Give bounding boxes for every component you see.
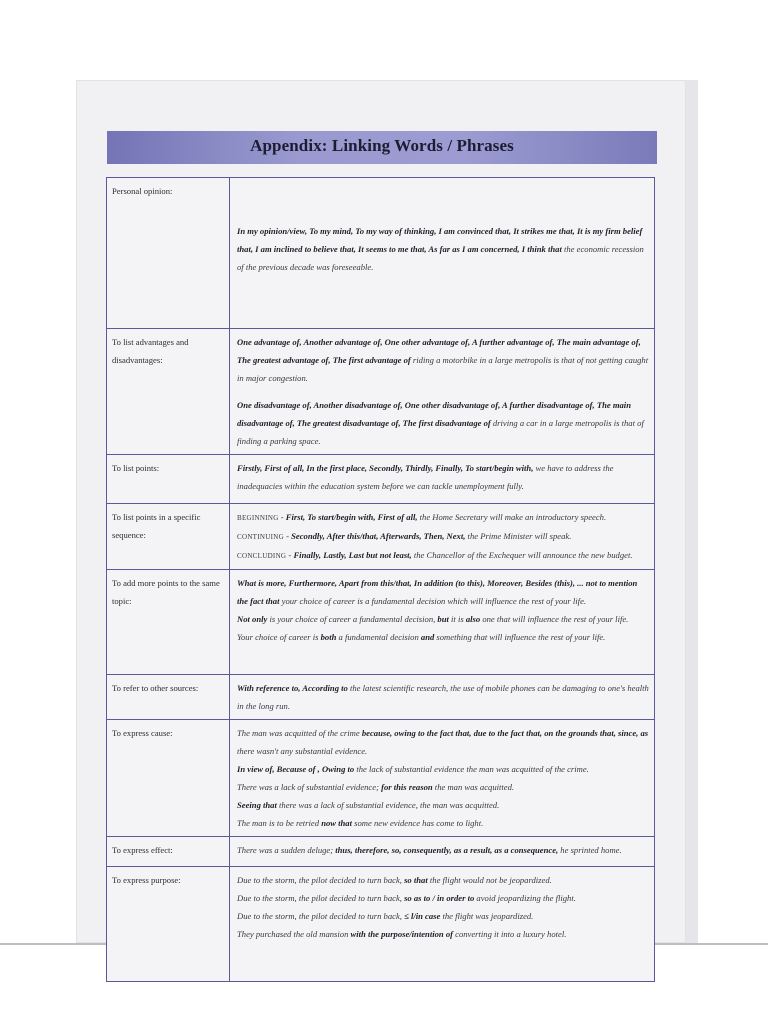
example-text: - xyxy=(278,512,286,522)
linking-phrase: thus, therefore, so, consequently, as a result, as a consequence, xyxy=(335,845,559,855)
linking-phrase: both xyxy=(320,632,337,642)
example-text: The man was acquitted of the crime xyxy=(237,728,362,738)
content-paragraph xyxy=(237,871,650,889)
row-label: To list points: xyxy=(107,455,230,504)
example-text: the Home Secretary will make an introductory speech. xyxy=(417,512,607,522)
example-text: There was a lack of substantial evidence; xyxy=(237,782,382,792)
content-paragraph xyxy=(237,796,650,814)
content-paragraph xyxy=(237,907,650,925)
table-row-list-points xyxy=(107,455,655,504)
linking-phrase: with the purpose/intention of xyxy=(350,929,453,939)
row-content xyxy=(230,837,655,867)
example-text: it is xyxy=(448,614,466,624)
example-text: we have to address the inadequacies within the education system before we can tackle unemployment fully. xyxy=(237,463,614,491)
sequence-tag: BEGINNING xyxy=(237,514,279,522)
example-text: - xyxy=(286,550,294,560)
linking-phrase: With reference to, According to xyxy=(237,683,348,693)
table-row-cause xyxy=(107,720,655,837)
example-text: the flight was jeopardized. xyxy=(440,911,534,921)
content-paragraph xyxy=(237,679,650,715)
linking-phrase: because, owing to the fact that, due to the fact that, on the grounds that, since, as xyxy=(361,728,649,738)
row-label: To list points in a specific sequence: xyxy=(107,504,230,570)
example-text: riding a motorbike in a large metropolis is that of not getting caught in major congestion. xyxy=(237,355,649,383)
linking-phrase: Seeing that xyxy=(237,800,277,810)
example-text: They purchased the old mansion xyxy=(237,929,351,939)
example-text: something that will influence the rest of your life. xyxy=(434,632,606,642)
content-paragraph xyxy=(237,574,650,610)
example-text: some new evidence has come to light. xyxy=(352,818,484,828)
row-label: To add more points to the same topic: xyxy=(107,570,230,675)
linking-phrase: Secondly, After this/that, Afterwards, Then, Next, xyxy=(291,531,466,541)
page-binding-strip xyxy=(686,80,698,943)
example-text: the economic recession of the previous decade was foreseeable. xyxy=(237,244,644,272)
table-row-refer-sources xyxy=(107,675,655,720)
row-content xyxy=(230,675,655,720)
example-text: There was a sudden deluge; xyxy=(237,845,336,855)
row-label: To list advantages and disadvantages: xyxy=(107,329,230,455)
row-content xyxy=(230,504,655,570)
title-banner xyxy=(107,131,657,164)
content-paragraph xyxy=(237,814,650,832)
row-content xyxy=(230,329,655,455)
row-content xyxy=(230,867,655,982)
content-paragraph xyxy=(237,222,650,276)
example-text: the flight would not be jeopardized. xyxy=(427,875,552,885)
example-text: the Prime Minister will speak. xyxy=(465,531,572,541)
content-paragraph xyxy=(237,778,650,796)
example-text: the latest scientific research, the use of mobile phones can be damaging to one's health in the long run. xyxy=(237,683,649,711)
example-text: one that will influence the rest of your life. xyxy=(480,614,629,624)
row-label: To express cause: xyxy=(107,720,230,837)
linking-words-table xyxy=(106,177,655,982)
content-paragraph xyxy=(237,724,650,760)
linking-phrase: for this reason xyxy=(381,782,433,792)
example-text: The man is to be retried xyxy=(237,818,322,828)
linking-phrase: What is more, Furthermore, Apart from this/that, In addition (to this), Moreover, Besides (this), ... not to mention the fact that xyxy=(237,578,638,606)
linking-phrase: and xyxy=(420,632,435,642)
example-text: the lack of substantial evidence the man was acquitted of the crime. xyxy=(354,764,589,774)
example-text: your choice of career is a fundamental decision which will influence the rest of your life. xyxy=(279,596,587,606)
linking-phrase: One disadvantage of, Another disadvantage of, One other disadvantage of, A further disadvantage of, The main disadvantage of, The greatest disadvantage of, The first disadvantage of xyxy=(237,400,631,428)
example-text: converting it into a luxury hotel. xyxy=(452,929,567,939)
row-content xyxy=(230,178,655,329)
example-text: the man was acquitted. xyxy=(432,782,515,792)
example-text: driving a car in a large metropolis is that of finding a parking space. xyxy=(237,418,644,446)
linking-phrase: First, To start/begin with, First of all, xyxy=(285,512,418,522)
row-content xyxy=(230,455,655,504)
content-paragraph xyxy=(237,333,650,387)
linking-phrase: In my opinion/view, To my mind, To my way of thinking, I am convinced that, It strikes me that, It is my firm belief that, I am inclined to believe that, It seems to me that, As far as I am concerned, I think that xyxy=(237,226,643,254)
content-paragraph xyxy=(237,396,650,450)
linking-phrase: but xyxy=(437,614,449,624)
content-paragraph xyxy=(237,546,650,565)
table-row-advantages xyxy=(107,329,655,455)
example-text: there wasn't any substantial evidence. xyxy=(237,746,368,756)
row-label: To refer to other sources: xyxy=(107,675,230,720)
linking-phrase: so as to / in order to xyxy=(404,893,475,903)
linking-phrase: One advantage of, Another advantage of, One other advantage of, A further advantage of, The main advantage of, The greatest advantage of, The first advantage of xyxy=(237,337,641,365)
example-text: - xyxy=(283,531,292,541)
example-text: Due to the storm, the pilot decided to turn back, xyxy=(237,893,405,903)
row-label: To express purpose: xyxy=(107,867,230,982)
row-content xyxy=(230,570,655,675)
sequence-tag: CONCLUDING xyxy=(237,552,287,560)
example-text: Your choice of career is xyxy=(237,632,321,642)
content-paragraph xyxy=(237,760,650,778)
example-text: is your choice of career a fundamental decision, xyxy=(267,614,438,624)
content-paragraph xyxy=(237,628,650,646)
linking-phrase: Firstly, First of all, In the first place, Secondly, Thirdly, Finally, To start/begin with, xyxy=(237,463,534,473)
example-text: a fundamental decision xyxy=(336,632,421,642)
content-paragraph xyxy=(237,925,650,943)
example-text: Due to the storm, the pilot decided to turn back, xyxy=(237,911,405,921)
table-row-sequence xyxy=(107,504,655,570)
linking-phrase: ≤ l/in case xyxy=(404,911,441,921)
row-content xyxy=(230,720,655,837)
linking-phrase: Finally, Lastly, Last but not least, xyxy=(293,550,412,560)
page-title: Appendix: Linking Words / Phrases xyxy=(250,136,514,155)
example-text: Due to the storm, the pilot decided to turn back, xyxy=(237,875,405,885)
row-label: Personal opinion: xyxy=(107,178,230,329)
table-row-purpose xyxy=(107,867,655,982)
example-text: he sprinted home. xyxy=(558,845,622,855)
linking-phrase: In view of, Because of , Owing to xyxy=(237,764,355,774)
content-paragraph xyxy=(237,508,650,527)
content-paragraph xyxy=(237,459,650,495)
sequence-tag: CONTINUING xyxy=(237,533,284,541)
linking-phrase: Not only xyxy=(237,614,268,624)
linking-phrase: now that xyxy=(321,818,352,828)
example-text: avoid jeopardizing the flight. xyxy=(474,893,576,903)
table-row-personal-opinion xyxy=(107,178,655,329)
table-row-effect xyxy=(107,837,655,867)
example-text: there was a lack of substantial evidence, the man was acquitted. xyxy=(276,800,500,810)
linking-phrase: also xyxy=(465,614,481,624)
content-paragraph xyxy=(237,889,650,907)
content-paragraph xyxy=(237,610,650,628)
row-label: To express effect: xyxy=(107,837,230,867)
content-paragraph xyxy=(237,527,650,546)
table-row-add-points xyxy=(107,570,655,675)
linking-phrase: so that xyxy=(404,875,428,885)
example-text: the Chancellor of the Exchequer will announce the new budget. xyxy=(411,550,633,560)
content-paragraph xyxy=(237,841,650,859)
